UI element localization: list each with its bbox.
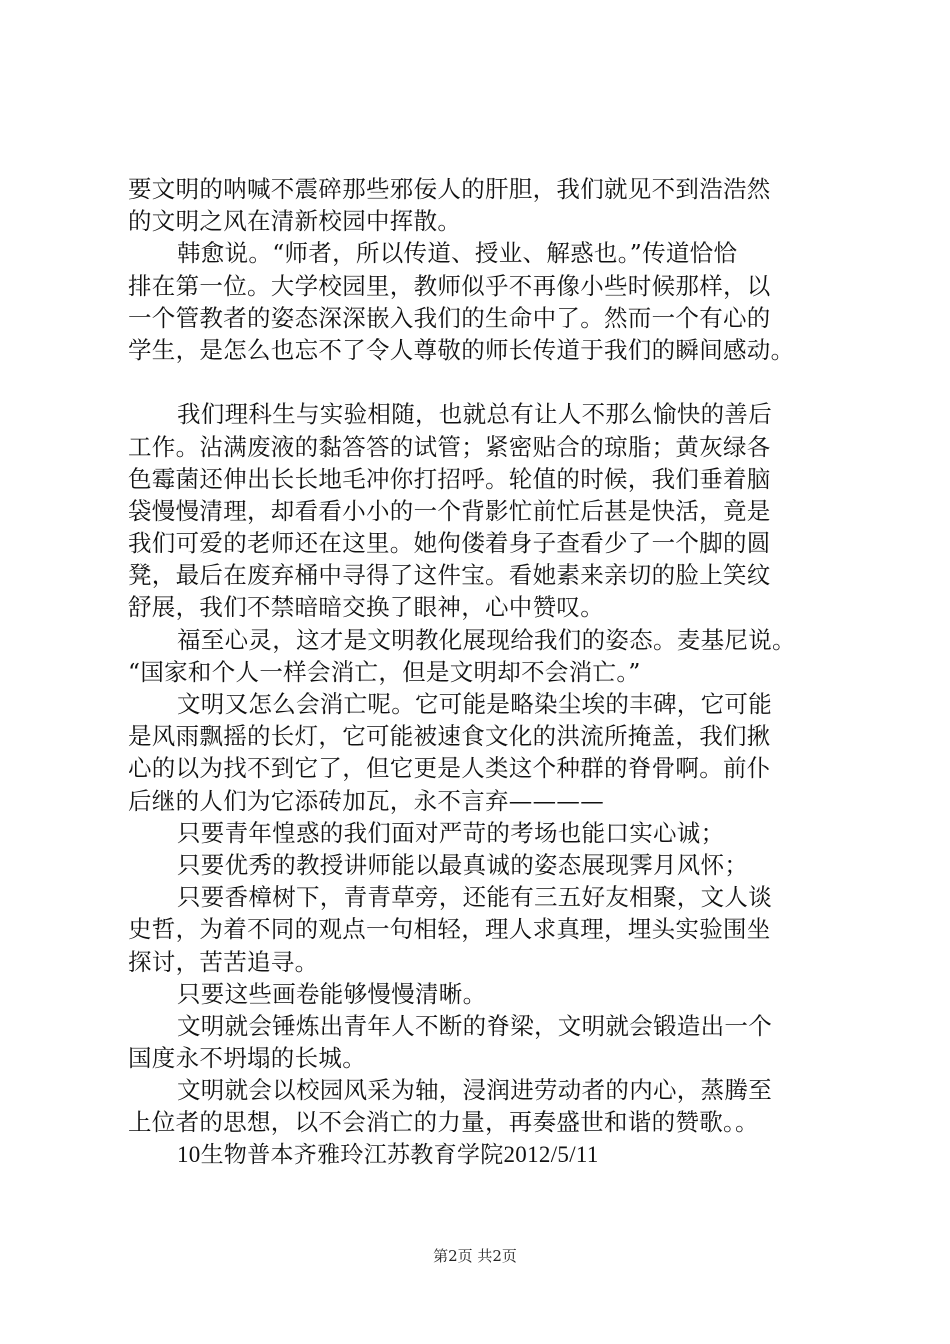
text-line: 我们理科生与实验相随，也就总有让人不那么愉快的善后 xyxy=(177,400,772,429)
text-line: 舒展，我们不禁暗暗交换了眼神，心中赞叹。 xyxy=(128,593,604,622)
text-line: 色霉菌还伸出长长地毛冲你打招呼。轮值的时候，我们垂着脑 xyxy=(128,464,771,493)
document-body xyxy=(128,173,840,1171)
text-line: 是风雨飘摇的长灯，它可能被速食文化的洪流所掩盖，我们揪 xyxy=(128,722,771,751)
text-line: 的文明之风在清新校园中挥散。 xyxy=(128,207,462,236)
text-line: 福至心灵，这才是文明教化展现给我们的姿态。麦基尼说。 xyxy=(177,625,796,654)
text-line: 文明就会锤炼出青年人不断的脊梁，文明就会锻造出一个 xyxy=(177,1011,772,1040)
page-footer: 第2页 共2页 xyxy=(433,1247,517,1265)
text-line: 学生，是怎么也忘不了令人尊敬的师长传道于我们的瞬间感动。 xyxy=(128,335,795,364)
text-line: 文明就会以校园风采为轴，浸润进劳动者的内心，蒸腾至 xyxy=(177,1076,772,1105)
text-line: 韩愈说。“师者，所以传道、授业、解惑也。”传道恰恰 xyxy=(177,239,738,268)
text-line: 只要这些画卷能够慢慢清晰。 xyxy=(177,979,487,1008)
text-line: “国家和个人一样会消亡，但是文明却不会消亡。” xyxy=(128,657,641,686)
text-line: 史哲，为着不同的观点一句相轻，理人求真理，埋头实验围坐 xyxy=(128,915,771,944)
paragraph-gap xyxy=(128,366,840,398)
text-line: 文明又怎么会消亡呢。它可能是略染尘埃的丰碑，它可能 xyxy=(177,690,772,718)
text-line: 我们可爱的老师还在这里。她佝偻着身子查看少了一个脚的圆 xyxy=(128,529,771,558)
text-line: 只要青年惶惑的我们面对严苛的考场也能口实心诚； xyxy=(177,818,725,847)
text-line: 袋慢慢清理，却看看小小的一个背影忙前忙后甚是快活，竟是 xyxy=(128,496,771,525)
text-line: 心的以为找不到它了，但它更是人类这个种群的脊骨啊。前仆 xyxy=(128,754,771,783)
author-signature: 10生物普本齐雅玲江苏教育学院2012/5/11 xyxy=(177,1141,599,1167)
text-line: 凳，最后在废弃桶中寻得了这件宝。看她素来亲切的脸上笑纹 xyxy=(128,561,771,590)
text-line: 要文明的呐喊不震碎那些邪佞人的肝胆，我们就见不到浩浩然 xyxy=(128,175,771,203)
text-line: 一个管教者的姿态深深嵌入我们的生命中了。然而一个有心的 xyxy=(128,303,771,332)
text-line: 上位者的思想，以不会消亡的力量，再奏盛世和谐的赞歌。。 xyxy=(128,1108,759,1137)
text-line: 排在第一位。大学校园里，教师似乎不再像小些时候那样，以 xyxy=(128,271,771,300)
text-line: 只要优秀的教授讲师能以最真诚的姿态展现霁月风怀； xyxy=(177,850,749,879)
text-line: 国度永不坍塌的长城。 xyxy=(128,1044,366,1073)
text-line: 后继的人们为它添砖加瓦，永不言弃———— xyxy=(128,786,604,815)
text-line: 只要香樟树下，青青草旁，还能有三五好友相聚，文人谈 xyxy=(177,883,772,912)
text-line: 探讨，苦苦追寻。 xyxy=(128,947,319,976)
text-line: 工作。沾满废液的黏答答的试管；紧密贴合的琼脂；黄灰绿各 xyxy=(128,432,771,461)
